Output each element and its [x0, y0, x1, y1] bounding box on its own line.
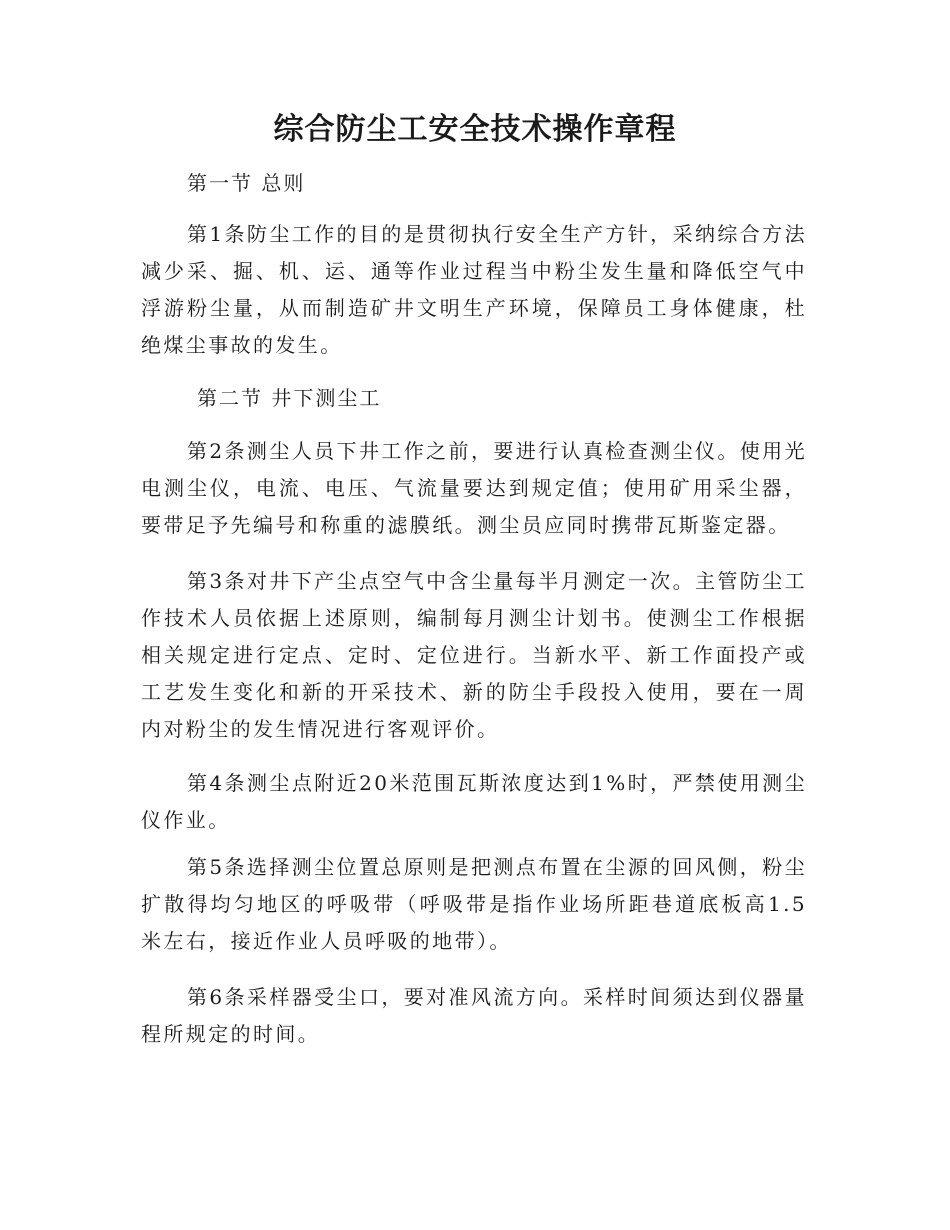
article-2	[141, 433, 807, 544]
article-5-text: 第5条选择测尘位置总原则是把测点布置在尘源的回风侧，粉尘扩散得均匀地区的呼吸带（呼吸带是指作业场所距巷道底板高1.5米左右，接近作业人员呼吸的地带）。	[141, 855, 807, 953]
article-4	[141, 765, 807, 839]
article-3-text: 第3条对井下产尘点空气中含尘量每半月测定一次。主管防尘工作技术人员依据上述原则，编制每月测尘计划书。使测尘工作根据相关规定进行定点、定时、定位进行。当新水平、新工作面投产或工艺发生变化和新的开采技术、新的防尘手段投入使用，要在一周内对粉尘的发生情况进行客观评价。	[141, 569, 807, 741]
article-5	[141, 849, 807, 960]
article-4-text: 第4条测尘点附近20米范围瓦斯浓度达到1%时，严禁使用测尘仪作业。	[141, 771, 807, 832]
article-2-text: 第2条测尘人员下井工作之前，要进行认真检查测尘仪。使用光电测尘仪，电流、电压、气流量要达到规定值；使用矿用采尘器，要带足予先编号和称重的滤膜纸。测尘员应同时携带瓦斯鉴定器。	[141, 439, 807, 537]
document-title: 综合防尘工安全技术操作章程	[273, 112, 677, 147]
article-3	[141, 563, 807, 748]
article-6	[141, 979, 807, 1053]
article-6-text: 第6条采样器受尘口，要对准风流方向。采样时间须达到仪器量程所规定的时间。	[141, 985, 807, 1046]
section-heading-general: 第一节 总则	[187, 171, 306, 195]
article-1	[141, 216, 807, 364]
section-heading-dust-measurement: 第二节 井下测尘工	[197, 386, 382, 410]
article-1-text: 第1条防尘工作的目的是贯彻执行安全生产方针，采纳综合方法减少采、掘、机、运、通等作业过程当中粉尘发生量和降低空气中浮游粉尘量，从而制造矿井文明生产环境，保障员工身体健康，杜绝煤尘事故的发生。	[141, 222, 807, 357]
